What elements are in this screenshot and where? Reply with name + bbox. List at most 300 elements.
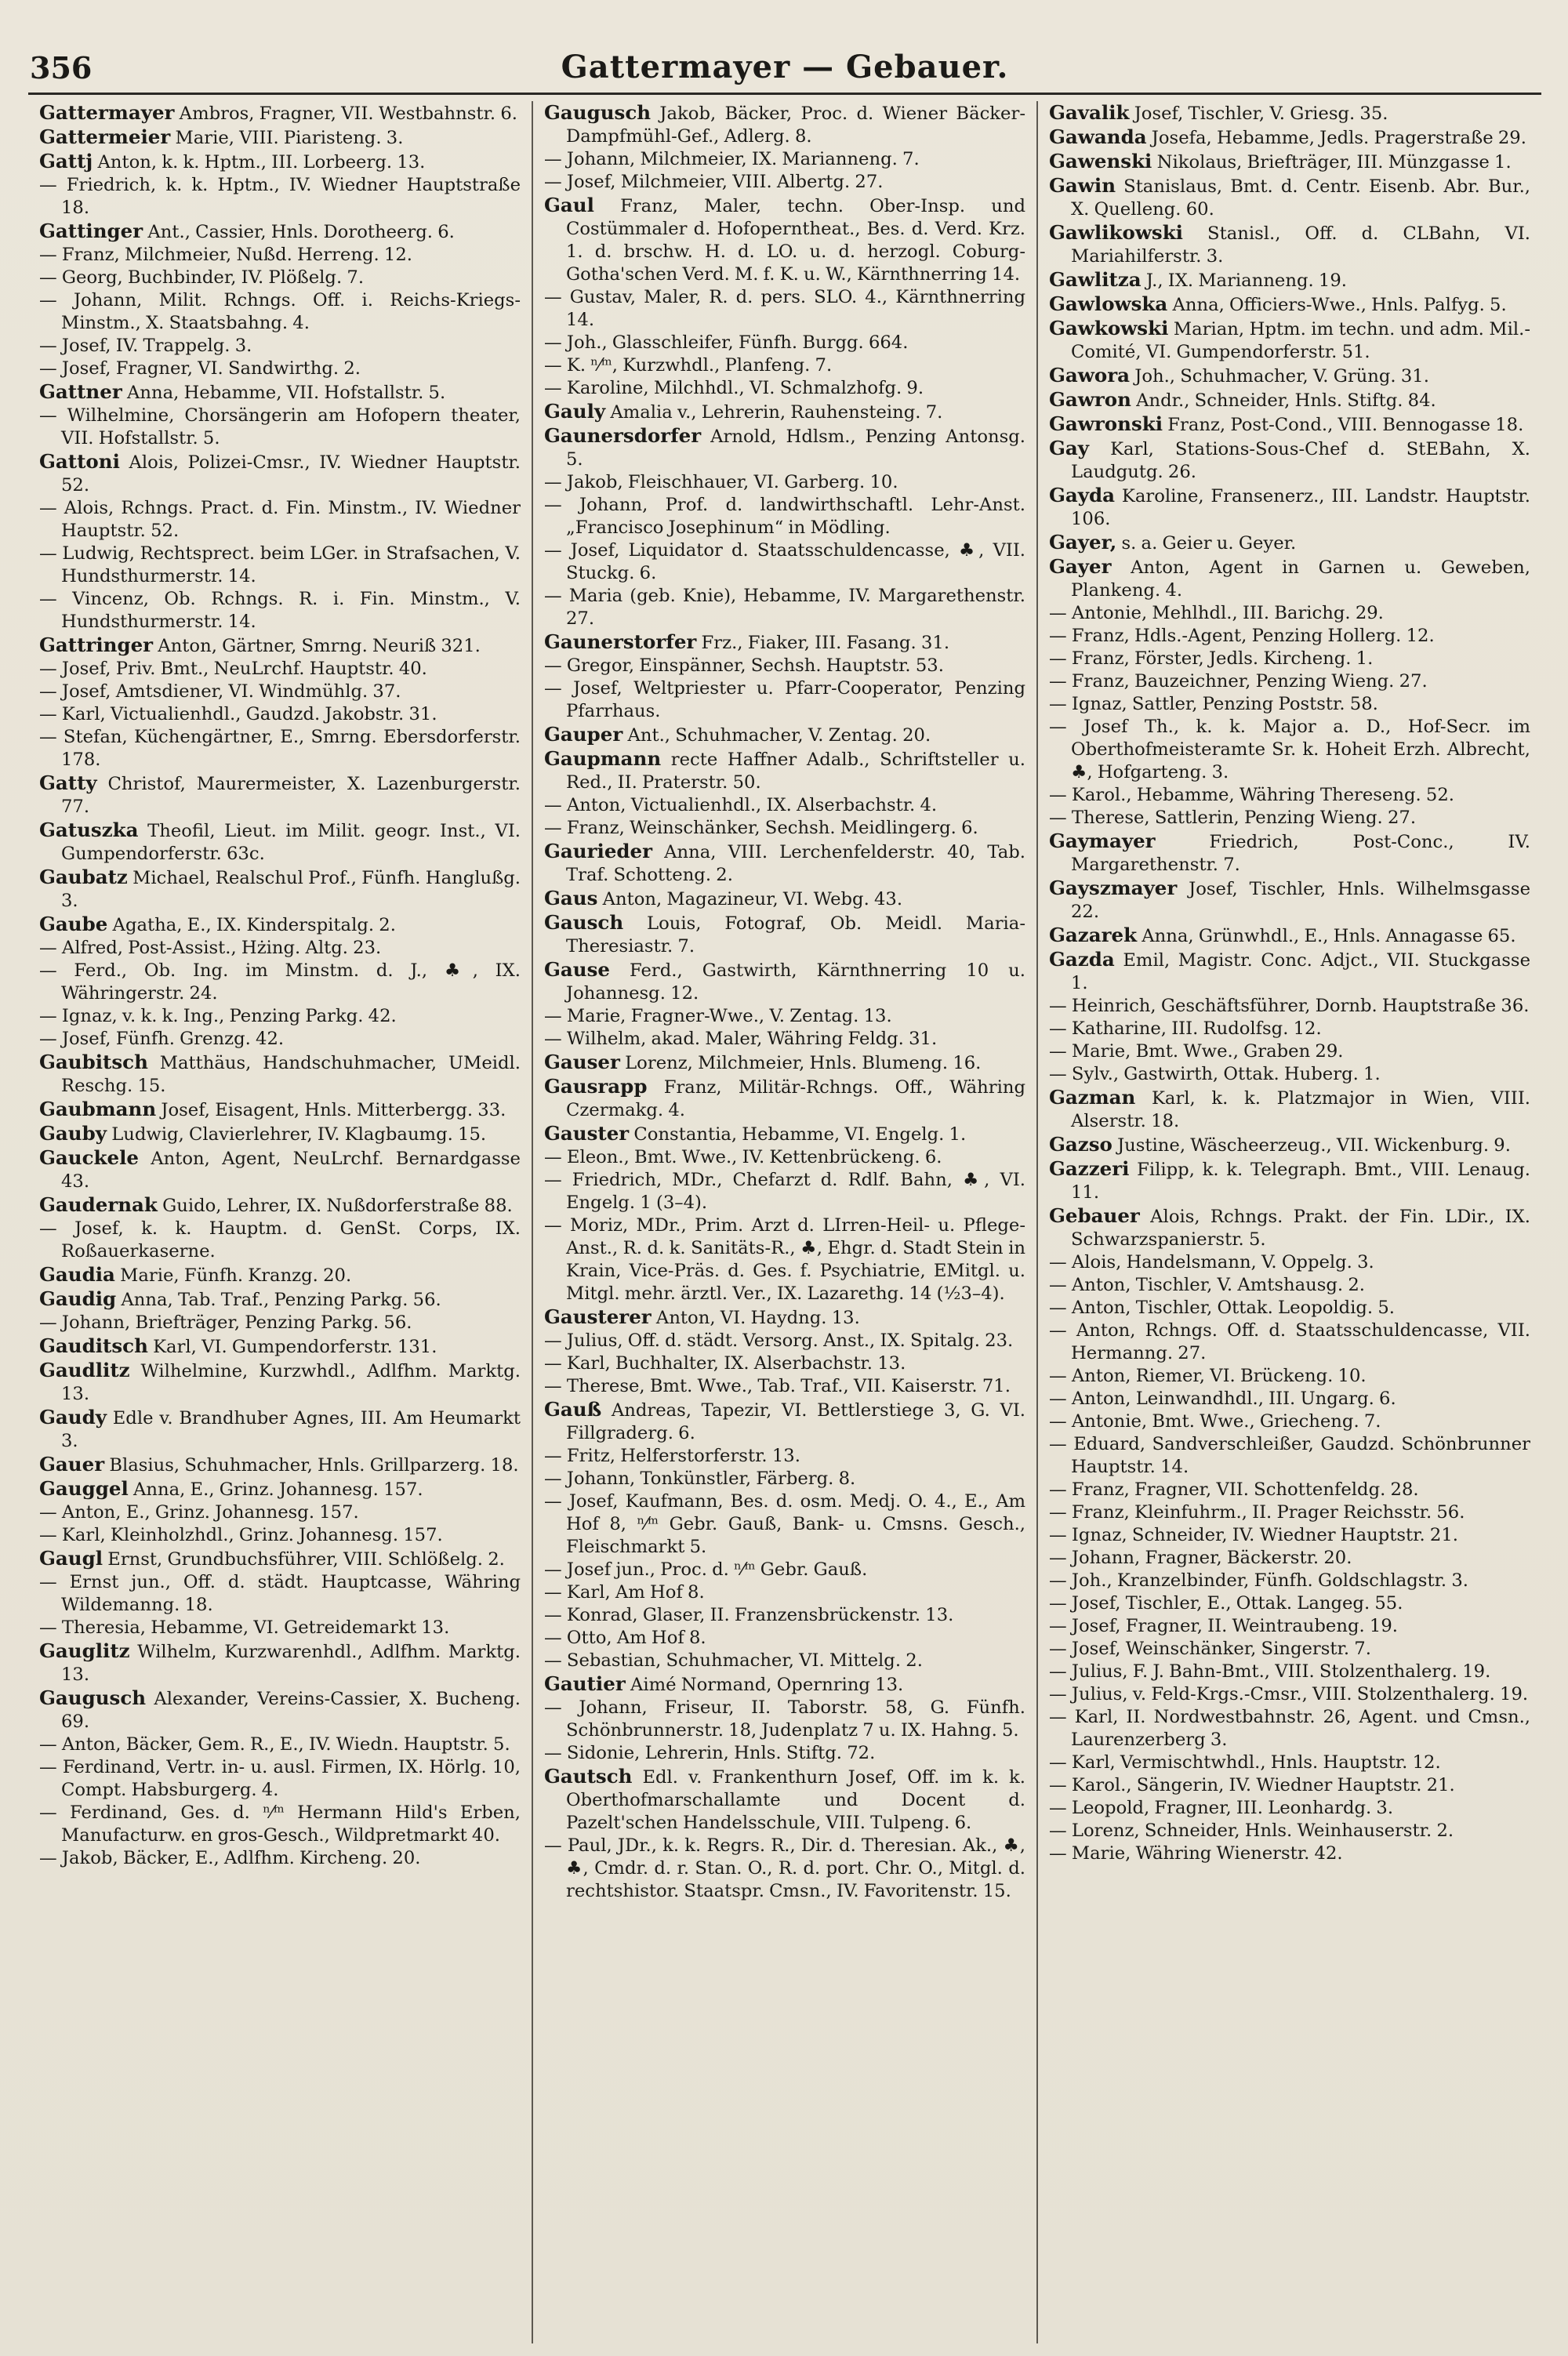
entry-text: — Marie, Fragner-Wwe., V. Zentag. 13. (544, 1006, 892, 1026)
entry-text: — Alois, Rchngs. Pract. d. Fin. Minstm., IV. Wiedner Hauptstr. 52. (39, 498, 521, 541)
entry-text: Anna, Tab. Traf., Penzing Parkg. 56. (116, 1290, 441, 1310)
directory-entry (39, 703, 521, 726)
directory-entry (544, 630, 1025, 655)
entry-text: Josef, Tischler, Hnls. Wilhelmsgasse 22. (1071, 879, 1530, 922)
entry-text: Ernst, Grundbuchsführer, VIII. Schlößelg. 2. (103, 1549, 505, 1570)
entry-text: — Eleon., Bmt. Wwe., IV. Kettenbrückeng. 6. (544, 1147, 942, 1167)
directory-entry (1049, 292, 1530, 317)
entry-text: — Ignaz, Sattler, Penzing Poststr. 58. (1049, 694, 1378, 714)
entry-text: Josefa, Hebamme, Jedls. Pragerstraße 29. (1146, 128, 1526, 148)
entry-text: — Otto, Am Hof 8. (544, 1628, 706, 1648)
entry-surname: Gatuszka (39, 819, 139, 841)
entry-text: — Franz, Weinschänker, Sechsh. Meidlingerg. 6. (544, 818, 978, 838)
directory-entry (1049, 830, 1530, 877)
directory-entry (544, 1305, 1025, 1330)
directory-entry (39, 913, 521, 937)
entry-surname: Gattoni (39, 450, 120, 473)
directory-entry (544, 655, 1025, 677)
entry-text: — Karl, Buchhalter, IX. Alserbachstr. 13. (544, 1353, 906, 1374)
directory-entry (544, 1122, 1025, 1146)
entry-surname: Gattinger (39, 220, 143, 242)
directory-entry (544, 1765, 1025, 1835)
entry-text: Andreas, Tapezir, VI. Bettlerstiege 3, G. VI. Fillgraderg. 6. (566, 1400, 1025, 1443)
directory-entry (39, 101, 521, 125)
directory-entry (1049, 1086, 1530, 1133)
directory-entry (39, 1122, 521, 1146)
entry-text: Constantia, Hebamme, VI. Engelg. 1. (629, 1124, 967, 1145)
entry-text: Wilhelmine, Kurzwhdl., Adlfhm. Marktg. 13. (61, 1361, 521, 1404)
entry-text: — Josef, IV. Trappelg. 3. (39, 336, 252, 356)
entry-surname: Gatty (39, 771, 97, 794)
entry-text: Franz, Militär-Rchngs. Off., Währing Czermakg. 4. (566, 1077, 1025, 1120)
entry-text: Ant., Schuhmacher, V. Zentag. 20. (622, 725, 931, 746)
entry-surname: Gauß (544, 1398, 602, 1421)
directory-entry (39, 819, 521, 866)
entry-surname: Gaugusch (544, 101, 652, 124)
entry-surname: Gauby (39, 1122, 107, 1145)
entry-surname: Gawenski (1049, 150, 1152, 172)
entry-text: — Maria (geb. Knie), Hebamme, IV. Margarethenstr. 27. (544, 586, 1025, 629)
entry-text: — Paul, JDr., k. k. Regrs. R., Dir. d. Theresian. Ak., ♣, ♣, Cmdr. d. r. Stan. O., R. d. port. Chr. O., Mitgl. d. rechtshistor. Staatspr. Cmsn., IV. Favoritenstr. 15. (544, 1835, 1025, 1901)
entry-text: Filipp, k. k. Telegraph. Bmt., VIII. Lenaug. 11. (1071, 1160, 1530, 1203)
entry-text: Ferd., Gastwirth, Kärnthnerring 10 u. Johannesg. 12. (566, 960, 1025, 1004)
directory-entry (544, 1468, 1025, 1490)
entry-surname: Gay (1049, 437, 1090, 459)
directory-entry (544, 101, 1025, 148)
directory-entry (1049, 1204, 1530, 1251)
entry-text: — Karol., Sängerin, IV. Wiedner Hauptstr. 21. (1049, 1775, 1455, 1795)
directory-entry (544, 1650, 1025, 1672)
directory-entry (1049, 1820, 1530, 1842)
entry-surname: Gawkowski (1049, 317, 1169, 339)
entry-surname: Gazarek (1049, 924, 1138, 946)
directory-entry (544, 1627, 1025, 1650)
directory-entry (544, 887, 1025, 911)
entry-text: Edl. v. Frankenthurn Josef, Off. im k. k. Oberthofmarschallamte und Docent d. Pazelt'schen Handelsschule, VIII. Tulpeng. 6. (566, 1767, 1025, 1833)
entry-text: Emil, Magistr. Conc. Adjct., VII. Stuckgasse 1. (1071, 950, 1530, 993)
entry-text: Karl, VI. Gumpendorferstr. 131. (147, 1337, 437, 1357)
directory-entry (39, 497, 521, 543)
entry-text: — Wilhelmine, Chorsängerin am Hofopern theater, VII. Hofstallstr. 5. (39, 405, 521, 448)
directory-entry (1049, 1592, 1530, 1615)
directory-entry (544, 171, 1025, 194)
entry-surname: Gaul (544, 194, 594, 216)
entry-text: — Johann, Milchmeier, IX. Marianneng. 7. (544, 149, 920, 169)
entry-surname: Gazda (1049, 948, 1115, 971)
entry-text: — Anton, Victualienhdl., IX. Alserbachstr. 4. (544, 795, 938, 815)
directory-entry (1049, 174, 1530, 221)
entry-text: — Friedrich, MDr., Chefarzt d. Rdlf. Bahn, ♣, VI. Engelg. 1 (3–4). (544, 1170, 1025, 1213)
directory-entry (1049, 101, 1530, 125)
directory-entry (39, 125, 521, 150)
directory-entry (1049, 1410, 1530, 1433)
directory-entry (544, 1330, 1025, 1352)
entry-text: — Alois, Handelsmann, V. Oppelg. 3. (1049, 1252, 1374, 1272)
directory-entry (1049, 1706, 1530, 1752)
directory-entry (39, 405, 521, 450)
directory-entry (39, 1312, 521, 1334)
entry-text: Marian, Hptm. im techn. und adm. Mil.-Comité, VI. Gumpendorferstr. 51. (1071, 319, 1530, 362)
entry-surname: Gause (544, 958, 610, 981)
entry-text: — Karol., Hebamme, Währing Thereseng. 52. (1049, 785, 1454, 805)
directory-entry (1049, 1388, 1530, 1410)
directory-entry (544, 332, 1025, 354)
entry-surname: Gawanda (1049, 125, 1147, 148)
entry-text: — Anton, E., Grinz. Johannesg. 157. (39, 1502, 359, 1523)
directory-entry (1049, 364, 1530, 388)
directory-entry (39, 633, 521, 658)
directory-entry (1049, 716, 1530, 784)
entry-text: — Katharine, III. Rudolfsg. 12. (1049, 1018, 1322, 1039)
directory-entry (1049, 693, 1530, 716)
directory-entry (544, 539, 1025, 585)
directory-entry (1049, 317, 1530, 364)
entry-text: — Franz, Fragner, VII. Schottenfeldg. 28. (1049, 1479, 1419, 1500)
entry-text: — Vincenz, Ob. Rchngs. R. i. Fin. Minstm., V. Hundsthurmerstr. 14. (39, 589, 521, 632)
directory-entry (544, 1581, 1025, 1604)
entry-text: Edle v. Brandhuber Agnes, III. Am Heumarkt 3. (61, 1408, 521, 1451)
entry-text: Michael, Realschul Prof., Fünfh. Hanglußg. 3. (61, 868, 521, 911)
entry-text: Lorenz, Milchmeier, Hnls. Blumeng. 16. (619, 1053, 982, 1073)
entry-text: — Johann, Briefträger, Penzing Parkg. 56. (39, 1312, 412, 1333)
entry-text: — Joh., Kranzelbinder, Fünfh. Goldschlagstr. 3. (1049, 1570, 1468, 1591)
entry-surname: Gausrapp (544, 1075, 648, 1098)
entry-surname: Gauster (544, 1122, 630, 1145)
directory-entry (1049, 1752, 1530, 1774)
entry-surname: Gaube (39, 913, 108, 935)
directory-entry (544, 585, 1025, 630)
directory-entry (544, 400, 1025, 424)
entry-surname: Gayda (1049, 484, 1116, 506)
directory-entry (544, 1005, 1025, 1028)
entry-text: Joh., Schuhmacher, V. Grüng. 31. (1130, 366, 1429, 387)
entry-text: — Julius, F. J. Bahn-Bmt., VIII. Stolzenthalerg. 19. (1049, 1661, 1491, 1682)
directory-entry (39, 1571, 521, 1617)
entry-text: — Karl, II. Nordwestbahnstr. 26, Agent. und Cmsn., Laurenzerberg 3. (1049, 1707, 1530, 1750)
directory-entry (1049, 995, 1530, 1018)
entry-text: s. a. Geier u. Geyer. (1116, 533, 1297, 554)
entry-text: Ambros, Fragner, VII. Westbahnstr. 6. (174, 103, 517, 124)
entry-surname: Gaupmann (544, 747, 662, 770)
entry-surname: Gayer, (1049, 531, 1117, 554)
entry-text: — Jakob, Fleischhauer, VI. Garberg. 10. (544, 472, 898, 492)
entry-text: — Marie, Bmt. Wwe., Graben 29. (1049, 1041, 1344, 1062)
entry-text: Anton, Magazineur, VI. Webg. 43. (597, 889, 903, 909)
directory-entry (39, 335, 521, 358)
entry-text: — Joh., Glasschleifer, Fünfh. Burgg. 664. (544, 332, 909, 353)
entry-text: Jakob, Bäcker, Proc. d. Wiener Bäcker-Dampfmühl-Gef., Adlerg. 8. (566, 103, 1025, 147)
entry-text: — Josef, Weltpriester u. Pfarr-Cooperator, Penzing Pfarrhaus. (544, 678, 1025, 721)
column-3 (1036, 101, 1541, 2343)
directory-entry (544, 471, 1025, 494)
page-header (28, 49, 1541, 95)
directory-entry (544, 1375, 1025, 1398)
entry-text: Marie, Fünfh. Kranzg. 20. (114, 1265, 352, 1286)
entry-text: — Ferd., Ob. Ing. im Minstm. d. J., ♣, IX. Währingerstr. 24. (39, 960, 521, 1004)
entry-text: — Gregor, Einspänner, Sechsh. Hauptstr. 53. (544, 655, 944, 676)
entry-text: Amalia v., Lehrerin, Rauhensteing. 7. (605, 402, 943, 423)
entry-surname: Gauer (39, 1453, 105, 1476)
entry-text: — Ferdinand, Ges. d. ⁿ⁄ᵐ Hermann Hild's Erben, Manufacturw. en gros-Gesch., Wildpretmarkt 40. (39, 1802, 521, 1846)
entry-surname: Gaudernak (39, 1193, 158, 1216)
entry-text: — Friedrich, k. k. Hptm., IV. Wiedner Hauptstraße 18. (39, 175, 521, 218)
directory-entry (1049, 877, 1530, 924)
entry-text: Agatha, E., IX. Kinderspitalg. 2. (107, 915, 396, 935)
directory-entry (39, 380, 521, 405)
directory-entry (544, 1028, 1025, 1051)
page-number: 356 (30, 50, 93, 85)
entry-surname: Gausch (544, 911, 624, 934)
directory-entry (1049, 555, 1530, 602)
entry-surname: Gattringer (39, 633, 154, 656)
directory-entry (544, 494, 1025, 539)
directory-entry (544, 148, 1025, 171)
entry-text: Friedrich, Post-Conc., IV. Margarethenstr. 7. (1071, 832, 1530, 875)
entry-text: — Johann, Tonkünstler, Färberg. 8. (544, 1468, 856, 1489)
directory-entry (1049, 1297, 1530, 1320)
directory-entry (1049, 388, 1530, 412)
directory-entry (1049, 437, 1530, 484)
entry-text: Ant., Cassier, Hnls. Dorotheerg. 6. (143, 222, 455, 242)
directory-entry (39, 543, 521, 588)
directory-entry (39, 244, 521, 267)
entry-surname: Gayer (1049, 555, 1112, 578)
directory-entry (1049, 1524, 1530, 1547)
entry-surname: Gaubitsch (39, 1051, 148, 1073)
entry-surname: Gautsch (544, 1765, 633, 1788)
entry-text: — Josef, Milchmeier, VIII. Albertg. 27. (544, 172, 884, 192)
entry-text: Anton, VI. Haydng. 13. (651, 1308, 860, 1328)
directory-entry (1049, 1683, 1530, 1706)
directory-entry (544, 1672, 1025, 1697)
directory-entry (1049, 602, 1530, 625)
entry-text: Alois, Polizei-Cmsr., IV. Wiedner Hauptstr. 52. (61, 452, 521, 496)
entry-surname: Gauckele (39, 1146, 139, 1169)
directory-entry (1049, 531, 1530, 555)
directory-entry (39, 1287, 521, 1312)
directory-entry (39, 1477, 521, 1501)
entry-text: — Anton, Tischler, V. Amtshausg. 2. (1049, 1275, 1365, 1295)
entry-text: Ludwig, Clavierlehrer, IV. Klagbaumg. 15. (106, 1124, 487, 1145)
directory-entry (39, 1501, 521, 1524)
entry-surname: Gauly (544, 400, 606, 423)
directory-entry (544, 1398, 1025, 1445)
directory-entry (1049, 1638, 1530, 1661)
entry-text: — Karl, Am Hof 8. (544, 1582, 705, 1603)
entry-text: — Ignaz, Schneider, IV. Wiedner Hauptstr. 21. (1049, 1525, 1458, 1545)
entry-surname: Gaubatz (39, 866, 128, 888)
entry-surname: Gayszmayer (1049, 877, 1178, 899)
entry-text: Anna, E., Grinz. Johannesg. 157. (128, 1479, 423, 1500)
directory-entry (39, 1733, 521, 1756)
directory-entry (39, 937, 521, 960)
directory-entry (1049, 412, 1530, 437)
directory-entry (39, 588, 521, 633)
entry-text: Theofil, Lieut. im Milit. geogr. Inst., VI. Gumpendorferstr. 63c. (61, 821, 521, 864)
directory-entry (544, 377, 1025, 400)
directory-entry (1049, 484, 1530, 531)
directory-entry (39, 1263, 521, 1287)
entry-text: — Karl, Kleinholzhdl., Grinz. Johannesg. 157. (39, 1525, 443, 1545)
directory-entry (1049, 1501, 1530, 1524)
directory-entry (1049, 1661, 1530, 1683)
directory-entry (39, 681, 521, 703)
entry-text: — Ferdinand, Vertr. in- u. ausl. Firmen, IX. Hörlg. 10, Compt. Habsburgerg. 4. (39, 1757, 521, 1800)
entry-text: Karl, Stations-Sous-Chef d. StEBahn, X. Laudgutg. 26. (1071, 439, 1530, 482)
entry-text: Anton, Gärtner, Smrng. Neuriß 321. (153, 636, 481, 656)
directory-entry (1049, 1274, 1530, 1297)
entry-surname: Gattermayer (39, 101, 175, 124)
entry-text: — K. ⁿ⁄ᵐ, Kurzwhdl., Planfeng. 7. (544, 355, 833, 376)
entry-text: Anton, Agent in Garnen u. Geweben, Plankeng. 4. (1071, 557, 1530, 601)
directory-entry (544, 723, 1025, 747)
directory-entry (1049, 150, 1530, 174)
entry-text: — Johann, Milit. Rchngs. Off. i. Reichs-Kriegs-Minstm., X. Staatsbahng. 4. (39, 290, 521, 333)
column-2 (532, 101, 1036, 2343)
directory-entry (39, 1617, 521, 1639)
entry-surname: Gauser (544, 1051, 620, 1073)
entry-text: J., IX. Marianneng. 19. (1141, 270, 1347, 291)
entry-text: Alois, Rchngs. Prakt. der Fin. LDir., IX. Schwarzspanierstr. 5. (1071, 1207, 1530, 1250)
directory-entry (1049, 125, 1530, 150)
entry-text: — Josef, Liquidator d. Staatsschuldencasse, ♣, VII. Stuckg. 6. (544, 540, 1025, 583)
entry-text: — Gustav, Maler, R. d. pers. SLO. 4., Kärnthnerring 14. (544, 287, 1025, 330)
directory-entry (1049, 648, 1530, 670)
entry-surname: Gattermeier (39, 125, 171, 148)
directory-entry (39, 1334, 521, 1359)
entry-text: — Moriz, MDr., Prim. Arzt d. LIrren-Heil- u. Pflege-Anst., R. d. k. Sanitäts-R., ♣, Ehgr. d. Stadt Stein in Krain, Vice-Präs. d. Ges. f. Psychiatrie, EMitgl. u. Mitgl. mehr. ärztl. Ver., IX. Lazarethg. 14 (½3–4). (544, 1215, 1025, 1304)
entry-text: Karl, k. k. Platzmajor in Wien, VIII. Alserstr. 18. (1071, 1088, 1530, 1131)
entry-text: — Sebastian, Schuhmacher, VI. Mittelg. 2. (544, 1650, 923, 1671)
entry-text: — Johann, Friseur, II. Taborstr. 58, G. Fünfh. Schönbrunnerstr. 18, Judenplatz 7 u. IX. Hahng. 5. (544, 1697, 1025, 1741)
entry-text: Stanisl., Off. d. CLBahn, VI. Mariahilferstr. 3. (1071, 223, 1530, 267)
entry-text: — Stefan, Küchengärtner, E., Smrng. Ebersdorferstr. 178. (39, 727, 521, 770)
directory-entry (39, 1051, 521, 1098)
entry-text: — Julius, Off. d. städt. Versorg. Anst., IX. Spitalg. 23. (544, 1330, 1014, 1351)
entry-text: — Anton, Riemer, VI. Brückeng. 10. (1049, 1366, 1367, 1386)
entry-surname: Gawlikowski (1049, 221, 1183, 244)
entry-surname: Gaudia (39, 1263, 115, 1286)
directory-entry (39, 150, 521, 174)
directory-entry (39, 220, 521, 244)
entry-text: — Ludwig, Rechtsprect. beim LGer. in Strafsachen, V. Hundsthurmerstr. 14. (39, 543, 521, 586)
entry-surname: Gaymayer (1049, 830, 1156, 852)
directory-entry (544, 817, 1025, 840)
entry-text: Anton, Agent, NeuLrchf. Bernardgasse 43. (61, 1149, 521, 1192)
entry-text: — Josef, Weinschänker, Singerstr. 7. (1049, 1639, 1371, 1659)
entry-text: — Georg, Buchbinder, IV. Plößelg. 7. (39, 267, 365, 288)
entry-text: — Wilhelm, akad. Maler, Währing Feldg. 31. (544, 1029, 938, 1049)
entry-surname: Gaus (544, 887, 598, 909)
directory-entry (39, 771, 521, 819)
directory-entry (544, 1559, 1025, 1581)
entry-surname: Gaunerstorfer (544, 630, 697, 653)
entry-surname: Gavalik (1049, 101, 1130, 124)
directory-entry (39, 358, 521, 380)
entry-text: — Ignaz, v. k. k. Ing., Penzing Parkg. 42. (39, 1006, 397, 1026)
entry-text: — Theresia, Hebamme, VI. Getreidemarkt 13. (39, 1617, 450, 1638)
entry-text: Blasius, Schuhmacher, Hnls. Grillparzerg. 18. (104, 1455, 519, 1476)
entry-surname: Gaugusch (39, 1686, 147, 1709)
entry-text: — Josef, Fünfh. Grenzg. 42. (39, 1029, 285, 1049)
entry-surname: Gawora (1049, 364, 1131, 387)
directory-entry (544, 1146, 1025, 1169)
directory-entry (39, 267, 521, 289)
entry-surname: Gawlitza (1049, 268, 1142, 291)
directory-entry (1049, 807, 1530, 830)
entry-text: — Josef, k. k. Hauptm. d. GenSt. Corps, IX. Roßauerkaserne. (39, 1218, 521, 1261)
directory-entry (1049, 1479, 1530, 1501)
directory-entry (1049, 1365, 1530, 1388)
directory-entry (544, 747, 1025, 794)
entry-text: — Franz, Milchmeier, Nußd. Herreng. 12. (39, 245, 412, 265)
entry-text: — Julius, v. Feld-Krgs.-Cmsr., VIII. Stolzenthalerg. 19. (1049, 1684, 1529, 1704)
entry-text: — Anton, Leinwandhdl., III. Ungarg. 6. (1049, 1389, 1396, 1409)
directory-entry (1049, 1570, 1530, 1592)
directory-entry (1049, 948, 1530, 995)
directory-entry (544, 1051, 1025, 1075)
directory-entry (39, 1686, 521, 1733)
directory-entry (39, 960, 521, 1005)
entry-text: Anna, Hebamme, VII. Hofstallstr. 5. (122, 383, 446, 403)
entry-text: Matthäus, Handschuhmacher, UMeidl. Reschg. 15. (61, 1053, 521, 1096)
entry-text: — Ernst jun., Off. d. städt. Hauptcasse, Währing Wildemanng. 18. (39, 1572, 521, 1615)
entry-text: Marie, VIII. Piaristeng. 3. (170, 128, 404, 148)
entry-surname: Gausterer (544, 1305, 652, 1328)
entry-text: — Marie, Währing Wienerstr. 42. (1049, 1843, 1343, 1864)
directory-entry (544, 194, 1025, 286)
directory-entry (1049, 784, 1530, 807)
entry-columns (28, 101, 1541, 2343)
entry-surname: Gaurieder (544, 840, 653, 862)
entry-text: Arnold, Hdlsm., Penzing Antonsg. 5. (566, 427, 1025, 470)
directory-entry (39, 1802, 521, 1847)
entry-text: — Karl, Vermischtwhdl., Hnls. Hauptstr. 12. (1049, 1752, 1441, 1773)
directory-entry (544, 1445, 1025, 1468)
entry-text: Nikolaus, Briefträger, III. Münzgasse 1. (1152, 152, 1512, 172)
entry-text: Justine, Wäscheerzeug., VII. Wickenburg. 9. (1112, 1135, 1511, 1156)
directory-entry (1049, 1433, 1530, 1479)
entry-text: — Fritz, Helferstorferstr. 13. (544, 1446, 800, 1466)
directory-entry (1049, 1547, 1530, 1570)
entry-text: Andr., Schneider, Hnls. Stiftg. 84. (1131, 390, 1436, 411)
directory-entry (39, 1005, 521, 1028)
entry-text: Anna, VIII. Lerchenfelderstr. 40, Tab. Traf. Schotteng. 2. (566, 842, 1025, 885)
entry-text: — Karl, Victualienhdl., Gaudzd. Jakobstr. 31. (39, 704, 437, 724)
entry-text: — Franz, Hdls.-Agent, Penzing Hollerg. 12. (1049, 626, 1435, 646)
directory-entry (39, 726, 521, 771)
directory-entry (544, 840, 1025, 887)
entry-text: — Franz, Kleinfuhrm., II. Prager Reichsstr. 56. (1049, 1502, 1465, 1523)
entry-text: Aimé Normand, Opernring 13. (625, 1675, 904, 1695)
entry-text: — Heinrich, Geschäftsführer, Dornb. Hauptstraße 36. (1049, 996, 1530, 1016)
entry-text: Wilhelm, Kurzwarenhdl., Adlfhm. Marktg. 13. (61, 1642, 521, 1685)
directory-entry (39, 174, 521, 220)
entry-text: — Karoline, Milchhdl., VI. Schmalzhofg. 9. (544, 378, 924, 398)
entry-text: — Antonie, Bmt. Wwe., Griecheng. 7. (1049, 1411, 1381, 1432)
entry-surname: Gebauer (1049, 1204, 1140, 1227)
directory-entry (544, 1742, 1025, 1765)
directory-entry (544, 354, 1025, 377)
directory-entry (39, 1547, 521, 1571)
entry-surname: Gattj (39, 150, 93, 172)
entry-surname: Gawronski (1049, 412, 1163, 435)
directory-entry (544, 911, 1025, 958)
entry-text: recte Haffner Adalb., Schriftsteller u. Red., II. Praterstr. 50. (566, 750, 1025, 793)
directory-entry (39, 1359, 521, 1406)
directory-entry (1049, 1797, 1530, 1820)
directory-entry (544, 1352, 1025, 1375)
